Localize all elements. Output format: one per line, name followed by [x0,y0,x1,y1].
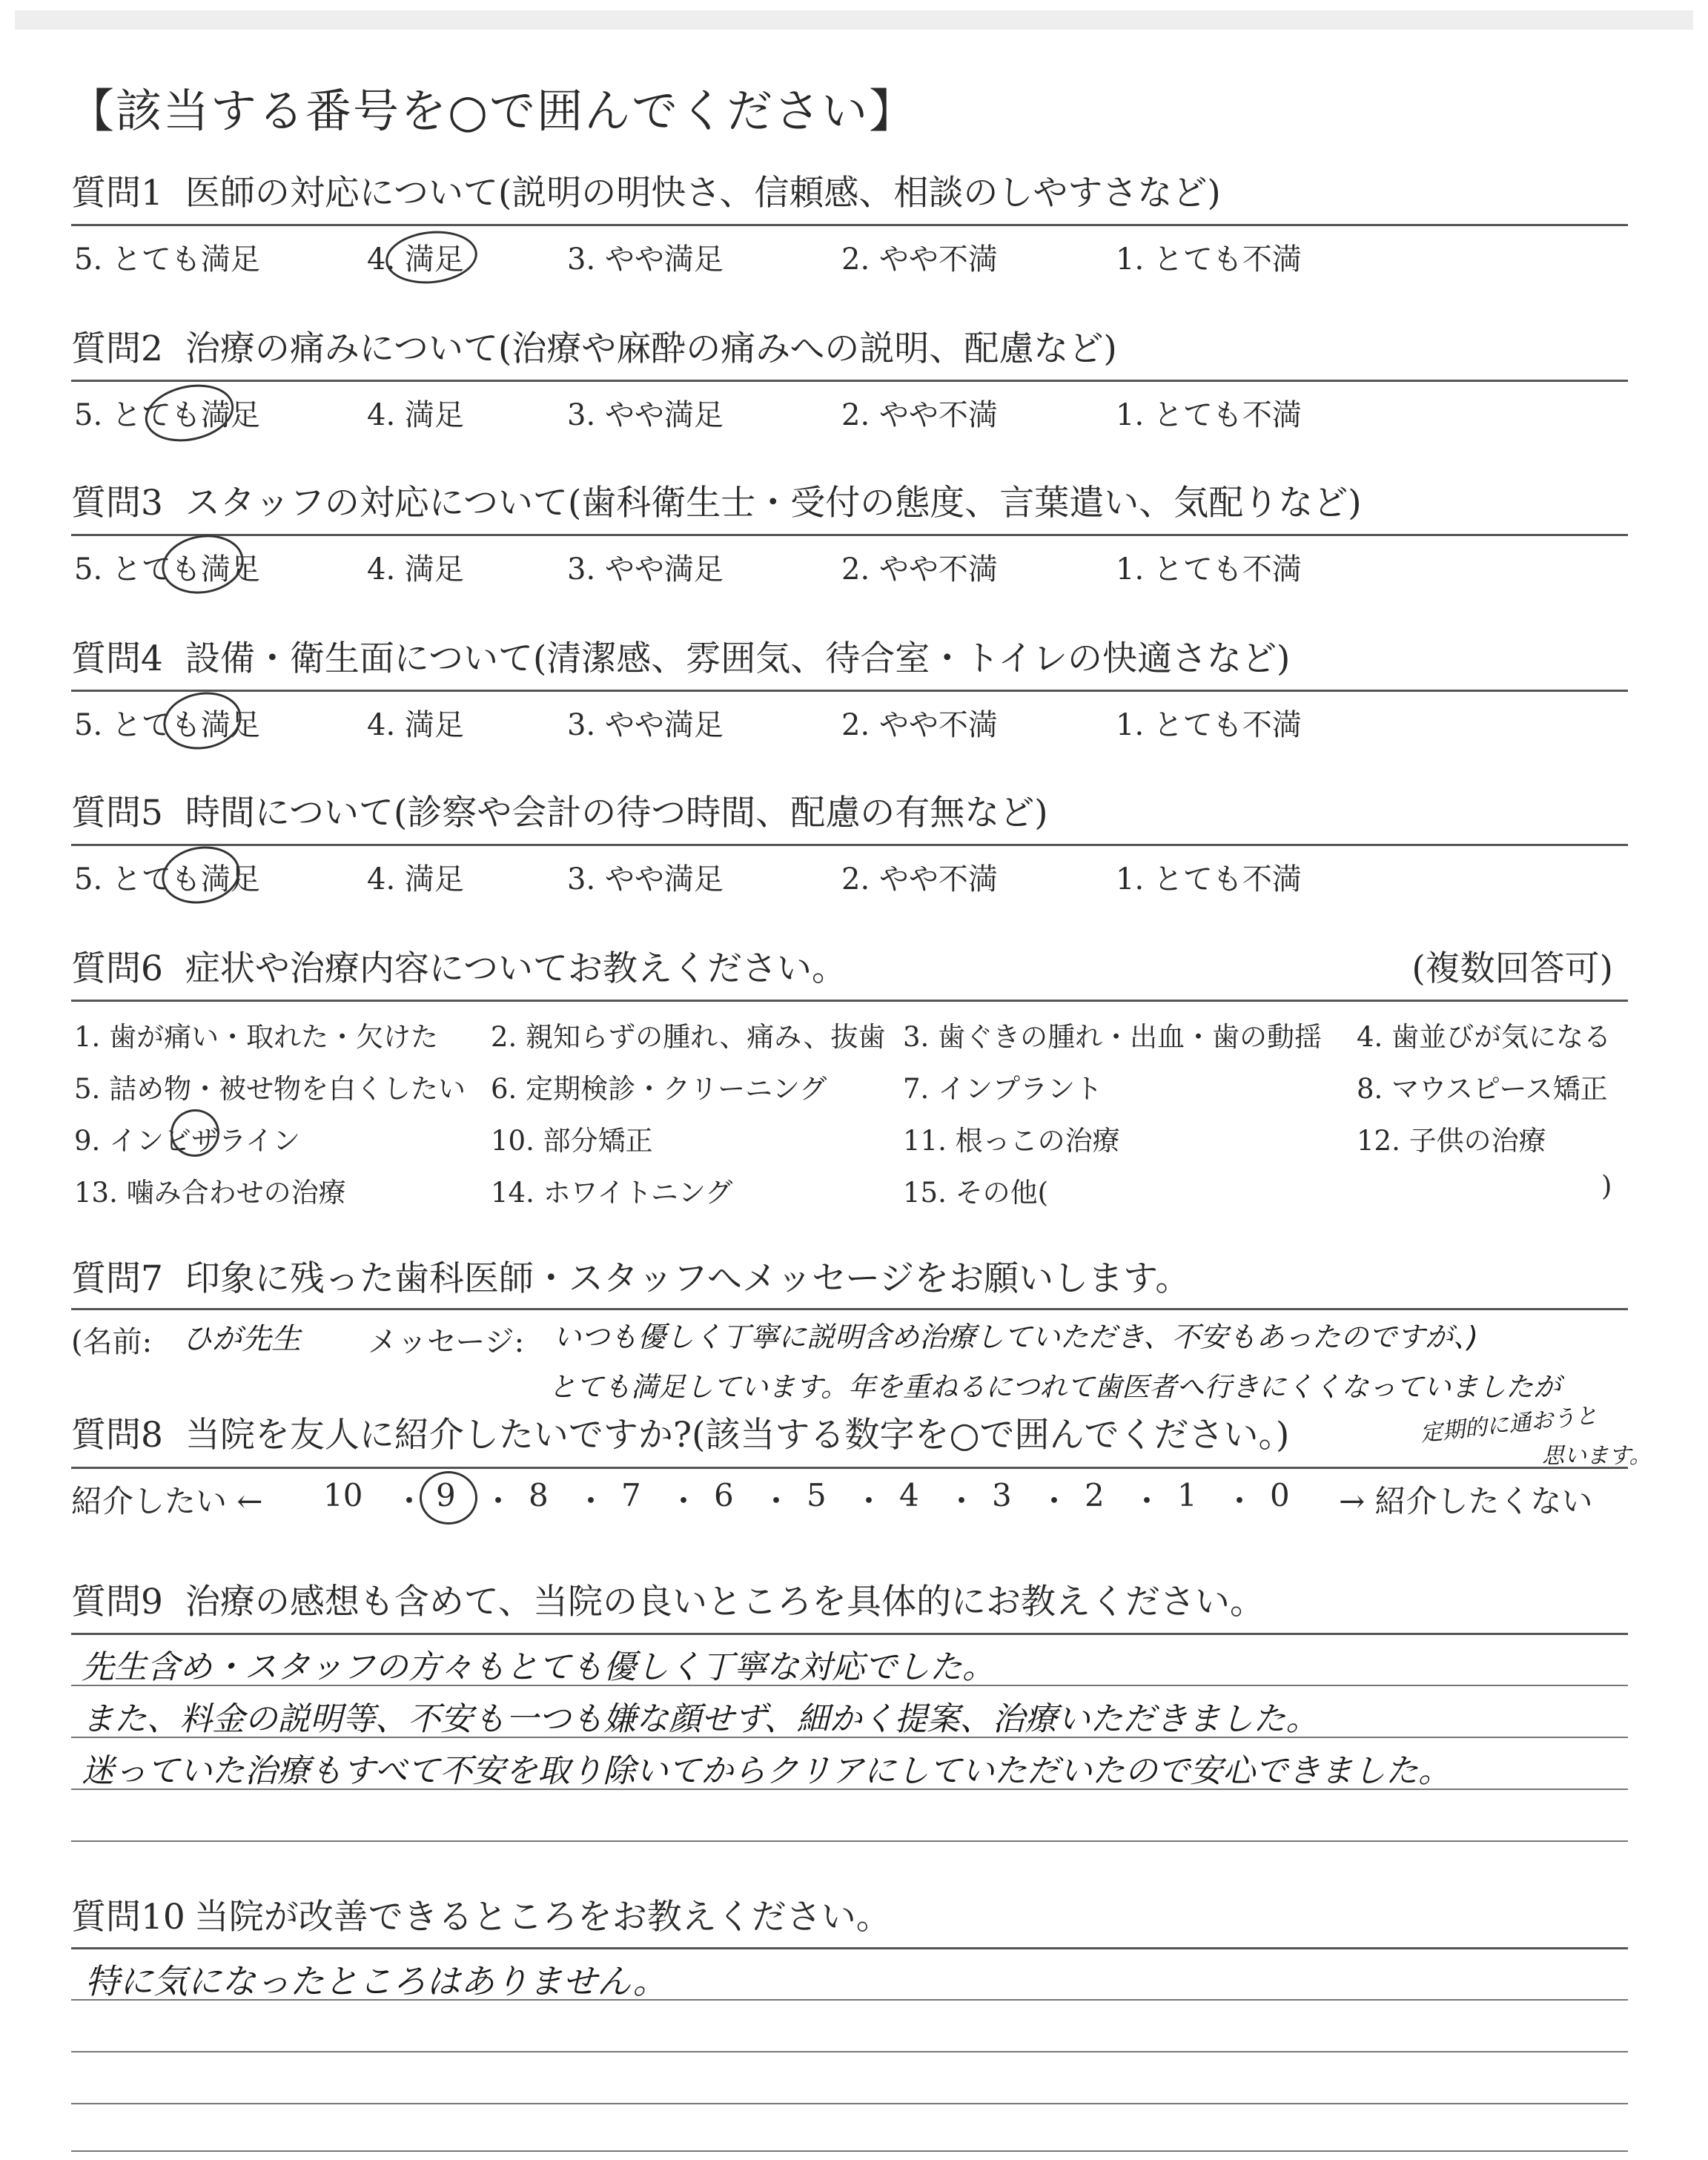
treatment-option[interactable]: 14. ホワイトニング [491,1177,733,1209]
message-text[interactable]: 定期的に通おうと [1419,1402,1599,1447]
question-9 [71,1579,1628,1625]
rating-option[interactable]: 5. とても満足 [74,552,260,587]
question-number: 質問7 [71,1258,163,1299]
hand-drawn-circle [157,529,248,600]
question-title: 治療の感想も含めて、当院の良いところを具体的にお教えください。 [185,1582,1265,1622]
rating-option[interactable]: 4. 満足 [367,398,464,432]
hand-drawn-circle [157,840,245,909]
question-number: 質問1 [71,173,163,214]
answer-text[interactable]: また、料金の説明等、不安も一つも嫌な顔せず、細かく提案、治療いただきました。 [82,1700,1319,1738]
question-number: 質問4 [71,638,163,679]
question-title: 医師の対応について(説明の明快さ、信頼感、相談のしやすさなど) [185,173,1221,214]
scale-value[interactable]: 5 [807,1477,827,1513]
question-8 [71,1413,1628,1459]
rating-option[interactable]: 1. とても不満 [1116,242,1302,277]
message-text[interactable]: いつも優しく丁寧に説明含め治療していただき、不安もあったのですが、) [553,1321,1478,1353]
treatment-option[interactable]: 2. 親知らずの腫れ、痛み、抜歯 [491,1021,886,1053]
answer-line [71,2103,1628,2104]
name-value[interactable]: ひが先生 [182,1322,301,1356]
rating-option[interactable]: 4. 満足 [367,862,464,896]
question-1 [71,171,1628,217]
treatment-option[interactable]: 3. 歯ぐきの腫れ・出血・歯の動揺 [903,1021,1323,1053]
message-text[interactable]: とても満足しています。年を重ねるにつれて歯医者へ行きにくくなっていましたが [549,1371,1561,1403]
question-title: 当院を友人に紹介したいですか?(該当する数字を○で囲んでください。) [185,1415,1290,1456]
question-number: 質問6 [71,948,163,989]
question-number: 質問5 [71,793,163,833]
divider [71,380,1628,382]
scale-right-label: → 紹介したくない [1339,1483,1593,1519]
answer-text[interactable]: 迷っていた治療もすべて不安を取り除いてからクリアにしていただいたので安心できました。 [82,1752,1452,1790]
answer-text[interactable]: 先生含め・スタッフの方々もとても優しく丁寧な対応でした。 [82,1648,995,1686]
scale-value[interactable]: 4 [899,1477,919,1513]
divider [71,1308,1628,1310]
question-2 [71,326,1628,372]
rating-option[interactable]: 3. やや満足 [567,552,724,587]
rating-option[interactable]: 1. とても不満 [1116,552,1302,587]
scale-value[interactable]: 1 [1177,1477,1197,1513]
answer-line [71,2051,1628,2052]
treatment-option[interactable]: 6. 定期検診・クリーニング [491,1073,827,1105]
question-number: 質問10 [71,1897,185,1938]
treatment-option[interactable]: 8. マウスピース矯正 [1357,1073,1608,1105]
scale-value[interactable]: 3 [992,1477,1012,1513]
rating-option[interactable]: 5. とても満足 [74,398,260,432]
question-number: 質問9 [71,1582,163,1622]
hand-drawn-circle [420,1471,477,1525]
question-title: 当院が改善できるところをお教えください。 [193,1897,891,1938]
treatment-option[interactable]: 4. 歯並びが気になる [1357,1021,1612,1053]
rating-option[interactable]: 1. とても不満 [1116,862,1302,896]
question-3 [71,480,1628,526]
other-close-paren: ) [1601,1170,1612,1202]
rating-option[interactable]: 3. やや満足 [567,242,724,277]
rating-option[interactable]: 3. やや満足 [567,862,724,896]
question-title: 治療の痛みについて(治療や麻酔の痛みへの説明、配慮など) [185,328,1117,369]
message-text[interactable]: 思います。 [1542,1443,1652,1469]
question-number: 質問8 [71,1415,163,1456]
divider [71,224,1628,226]
answer-text[interactable]: 特に気になったところはありません。 [85,1961,667,2001]
question-4 [71,636,1628,682]
multiple-answer-note: (複数回答可) [1411,948,1613,989]
rating-option[interactable]: 4. 満足 [367,708,464,742]
rating-option[interactable]: 3. やや満足 [567,398,724,432]
question-title: 印象に残った歯科医師・スタッフへメッセージをお願いします。 [185,1258,1191,1299]
treatment-option[interactable]: 10. 部分矯正 [491,1125,653,1157]
message-label: メッセージ: [368,1325,525,1359]
answer-line [71,1947,1628,1949]
rating-option[interactable]: 2. やや不満 [841,552,998,587]
scale-value[interactable]: 2 [1085,1477,1105,1513]
scale-left-label: 紹介したい ← [71,1483,263,1519]
rating-option[interactable]: 5. とても満足 [74,242,260,277]
treatment-option[interactable]: 11. 根っこの治療 [903,1125,1120,1157]
rating-option[interactable]: 2. やや不満 [841,708,998,742]
scale-value[interactable]: 8 [529,1477,549,1513]
hand-drawn-circle [159,686,246,755]
treatment-option[interactable]: 12. 子供の治療 [1357,1125,1546,1157]
rating-option[interactable]: 2. やや不満 [841,862,998,896]
treatment-option[interactable]: 9. インビザライン [74,1125,300,1157]
rating-option[interactable]: 5. とても満足 [74,862,260,896]
rating-option[interactable]: 2. やや不満 [841,242,998,277]
scale-value[interactable]: 9 [436,1477,456,1513]
divider [71,690,1628,692]
form-header: 【該当する番号を○で囲んでください】 [68,84,917,138]
answer-line [71,2150,1628,2152]
rating-option[interactable]: 4. 満足 [367,552,464,587]
treatment-option[interactable]: 15. その他( [903,1177,1049,1209]
scale-value[interactable]: 10 [323,1477,363,1513]
question-title: 症状や治療内容についてお教えください。 [185,948,847,989]
question-number: 質問3 [71,483,163,524]
divider [71,1000,1628,1002]
question-title: 設備・衛生面について(清潔感、雰囲気、待合室・トイレの快適さなど) [185,638,1291,679]
question-6 [71,946,1628,992]
hand-drawn-circle [140,377,239,449]
treatment-option[interactable]: 7. インプラント [903,1073,1103,1105]
divider [71,844,1628,846]
treatment-option[interactable]: 5. 詰め物・被せ物を白くしたい [74,1073,466,1105]
treatment-option[interactable]: 13. 噛み合わせの治療 [74,1177,346,1209]
scale-value[interactable]: 7 [621,1477,641,1513]
question-10 [71,1895,1628,1941]
name-label: (名前: [71,1325,153,1359]
question-title: スタッフの対応について(歯科衛生士・受付の態度、言葉遣い、気配りなど) [185,483,1362,524]
scale-value[interactable]: 0 [1270,1477,1290,1513]
rating-option[interactable]: 2. やや不満 [841,398,998,432]
rating-option[interactable]: 3. やや満足 [567,708,724,742]
rating-option[interactable]: 1. とても不満 [1116,398,1302,432]
answer-line [71,1633,1628,1635]
question-7 [71,1256,1628,1302]
answer-line [71,1840,1628,1842]
treatment-option[interactable]: 1. 歯が痛い・取れた・欠けた [74,1021,439,1053]
scan-top-band [15,10,1693,30]
rating-option[interactable]: 5. とても満足 [74,708,260,742]
divider [71,1467,1628,1469]
scale-value[interactable]: 6 [714,1477,734,1513]
rating-option[interactable]: 1. とても不満 [1116,708,1302,742]
rating-option[interactable]: 4. 満足 [367,242,464,277]
question-5 [71,790,1628,836]
divider [71,534,1628,536]
question-number: 質問2 [71,328,163,369]
question-title: 時間について(診察や会計の待つ時間、配慮の有無など) [185,793,1048,833]
